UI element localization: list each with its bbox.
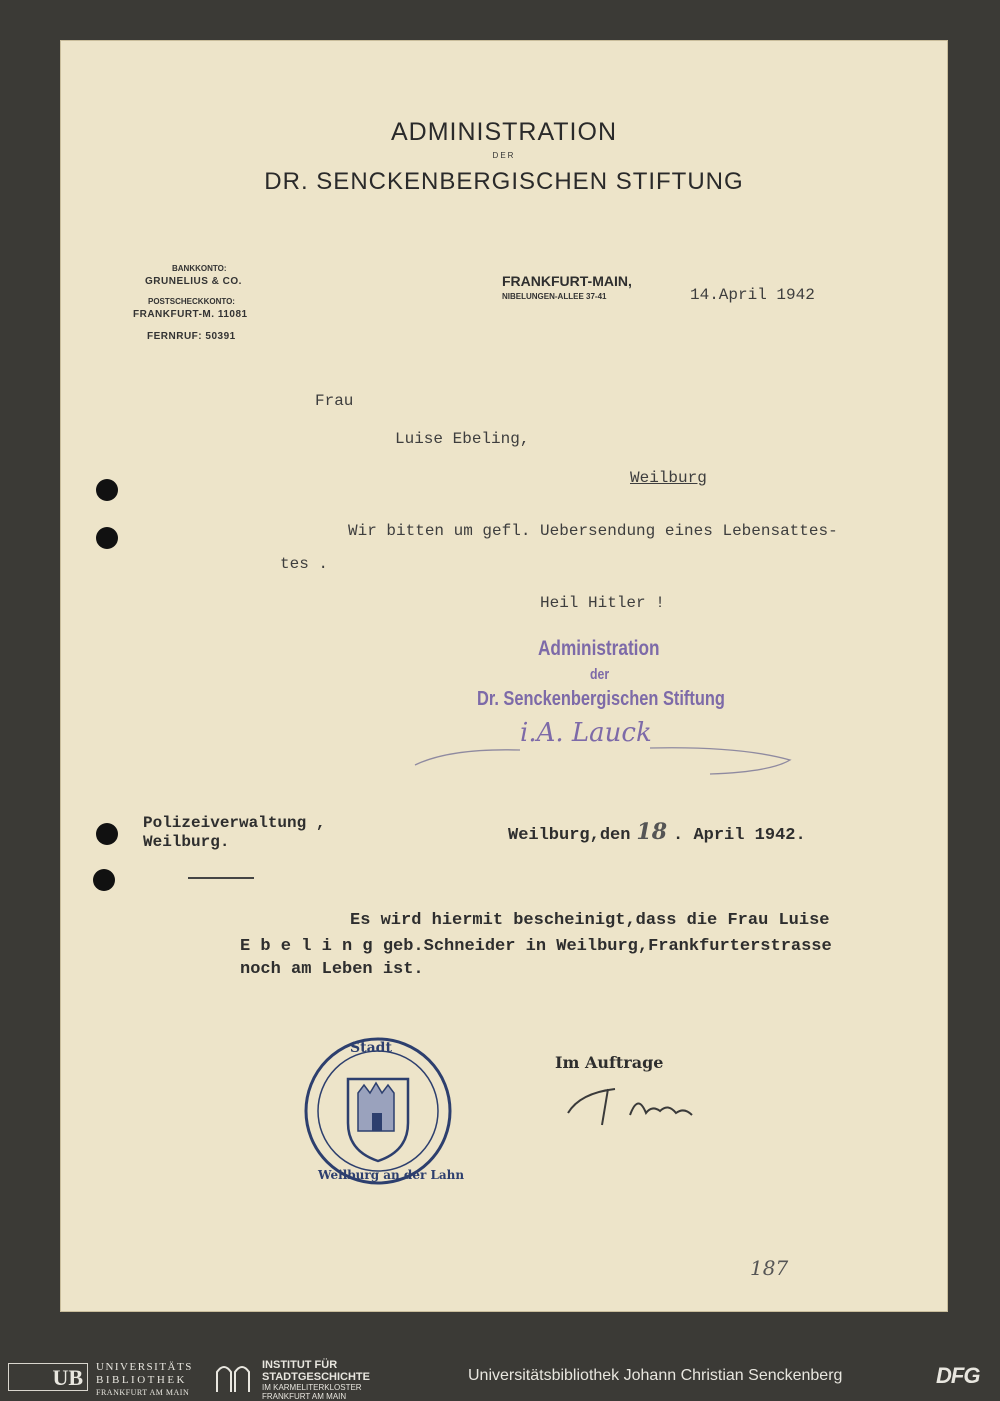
page-number: 187 <box>750 1256 789 1280</box>
dfg-logo: DFG <box>936 1363 980 1388</box>
reply-date-day: 18 <box>636 819 668 845</box>
certificate-line-2 <box>240 937 832 956</box>
isg-line-3: IM KARMELITERKLOSTER <box>262 1383 362 1392</box>
letterhead-subtitle: DR. SENCKENBERGISCHEN STIFTUNG <box>264 168 744 195</box>
letterhead-city: FRANKFURT-MAIN, <box>502 273 632 289</box>
admin-signature: i.A. Lauck <box>520 718 652 748</box>
ub-line-1: UNIVERSITÄTS <box>96 1361 193 1373</box>
letterhead-street: NIBELUNGEN-ALLEE 37-41 <box>502 292 607 301</box>
letterhead-title: ADMINISTRATION <box>390 118 618 146</box>
body-line-1: Wir bitten um gefl. Uebersendung eines Lebensattes- <box>348 522 838 540</box>
ub-line-2: BIBLIOTHEK <box>96 1374 187 1386</box>
letterhead-der: DER <box>492 151 516 160</box>
seal-top-text: Stadt <box>350 1040 392 1056</box>
footer-caption: Universitätsbibliothek Johann Christian Senckenberg <box>468 1367 843 1384</box>
punch-hole <box>96 823 118 845</box>
punch-hole <box>96 479 118 501</box>
seal-bottom-text: Weilburg an der Lahn <box>318 1168 465 1182</box>
isg-line-1: INSTITUT FÜR <box>262 1359 338 1371</box>
greeting: Heil Hitler ! <box>540 594 665 612</box>
reply-date-prefix: Weilburg,den <box>508 826 631 845</box>
admin-stamp-line-2: der <box>590 666 610 683</box>
punch-hole <box>93 869 115 891</box>
footer-bar <box>0 1352 1000 1401</box>
authority-name: Polizeiverwaltung , <box>143 814 326 832</box>
salutation: Frau <box>315 392 354 410</box>
isg-line-2: STADTGESCHICHTE <box>262 1371 370 1383</box>
reply-date-suffix: . April 1942. <box>673 826 806 845</box>
reply-date <box>508 819 806 845</box>
isg-line-4: FRANKFURT AM MAIN <box>262 1392 347 1401</box>
bank-label: BANKKONTO: <box>172 264 227 273</box>
letter-date: 14.April 1942 <box>690 286 815 304</box>
separator-line <box>188 877 254 879</box>
phone-number: FERNRUF: 50391 <box>147 331 236 342</box>
body-line-2: tes . <box>280 555 329 573</box>
recipient-place: Weilburg <box>630 469 707 487</box>
im-auftrage: Im Auftrage <box>555 1053 664 1072</box>
admin-stamp-line-3: Dr. Senckenbergischen Stiftung <box>477 688 725 710</box>
authority-city: Weilburg. <box>143 833 230 851</box>
certificate-line-1: Es wird hiermit bescheinigt,dass die Frau Luise <box>350 911 830 930</box>
certificate-name: E b e l i n g <box>240 937 373 956</box>
signature-flourish <box>410 740 800 780</box>
certificate-line-3: noch am Leben ist. <box>240 960 424 979</box>
isg-logo-icon <box>214 1360 252 1394</box>
postcheck-label: POSTSCHECKKONTO: <box>148 297 235 306</box>
postcheck-value: FRANKFURT-M. 11081 <box>133 309 248 320</box>
punch-hole <box>96 527 118 549</box>
certificate-line-2-rest: geb.Schneider in Weilburg,Frankfurterstrasse <box>382 937 832 956</box>
bank-value: GRUNELIUS & CO. <box>145 276 242 287</box>
admin-stamp-line-1: Administration <box>538 637 660 660</box>
letter-sheet <box>60 40 948 1312</box>
official-signature <box>560 1075 710 1135</box>
ub-logo: UB <box>8 1363 88 1391</box>
ub-line-3: FRANKFURT AM MAIN <box>96 1388 190 1397</box>
recipient-name: Luise Ebeling, <box>395 430 530 448</box>
